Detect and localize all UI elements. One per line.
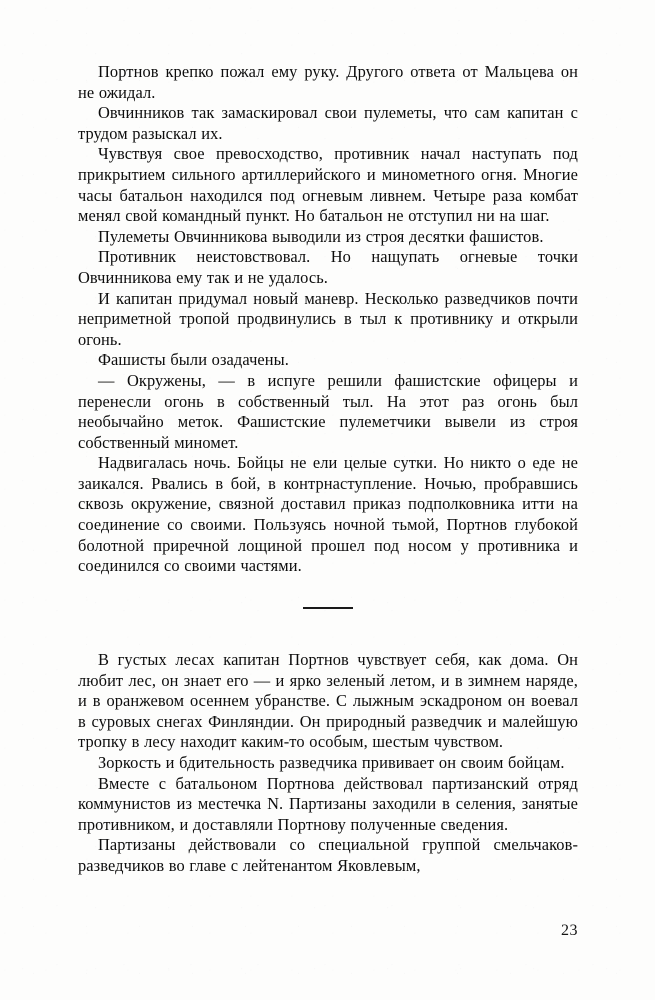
paragraph: — Окружены, — в испуге решили фашистские офицеры и перенесли огонь в собственный тыл. На этот раз огонь был необычайно меток. Фашистские пулеметчики вывели из строя собственный миномет. (78, 370, 578, 452)
section-two-text-block (78, 650, 578, 877)
paragraph: И капитан придумал новый маневр. Несколько разведчиков почти неприметной тропой продвинулись в тыл к противнику и открыли огонь. (78, 288, 578, 349)
paragraph: Противник неистовствовал. Но нащупать огневые точки Овчинникова ему так и не удалось. (78, 247, 578, 287)
paragraph: В густых лесах капитан Портнов чувствует себя, как дома. Он любит лес, он знает его — и ярко зеленый летом, и в зимнем наряде, и в оранжевом осеннем убранстве. С лыжным эскадроном он воевал в суровых снегах Финляндии. Он природный разведчик и малейшую тропку в лесу находит каким-то особым, шестым чувством. (78, 650, 578, 752)
paragraph: Надвигалась ночь. Бойцы не ели целые сутки. Но никто о еде не заикался. Рвались в бой, в контрнаступление. Ночью, пробравшись сквозь окружение, связной доставил приказ подполковника итти на соединение со своими. Пользуясь ночной тьмой, Портнов глубокой болотной приречной лощиной прошел под носом у противника и соединился со своими частями. (78, 453, 578, 576)
paragraph: Вместе с батальоном Портнова действовал партизанский отряд коммунистов из местечка N. Партизаны заходили в селения, занятые противником, и доставляли Портнову полученные сведения. (78, 773, 578, 834)
paragraph: Партизаны действовали со специальной группой смельчаков-разведчиков во главе с лейтенантом Яковлевым, (78, 835, 578, 875)
paragraph: Пулеметы Овчинникова выводили из строя десятки фашистов. (98, 226, 544, 246)
paragraph: Фашисты были озадачены. (98, 350, 289, 370)
horizontal-rule-icon (303, 607, 353, 609)
page-number: 23 (561, 922, 578, 939)
paragraph: Чувствуя свое превосходство, противник начал наступать под прикрытием сильного артиллерийского и минометного огня. Многие часы батальон находился под огневым ливнем. Четыре раза комбат менял свой командный пункт. Но батальон не отступил ни на шаг. (78, 144, 578, 226)
section-one-text-block (78, 62, 578, 577)
paragraph: Портнов крепко пожал ему руку. Другого ответа от Мальцева он не ожидал. (78, 62, 578, 102)
paragraph: Зоркость и бдительность разведчика прививает он своим бойцам. (98, 752, 565, 772)
paragraph: Овчинников так замаскировал свои пулеметы, что сам капитан с трудом разыскал их. (78, 103, 578, 143)
section-divider (78, 607, 578, 609)
